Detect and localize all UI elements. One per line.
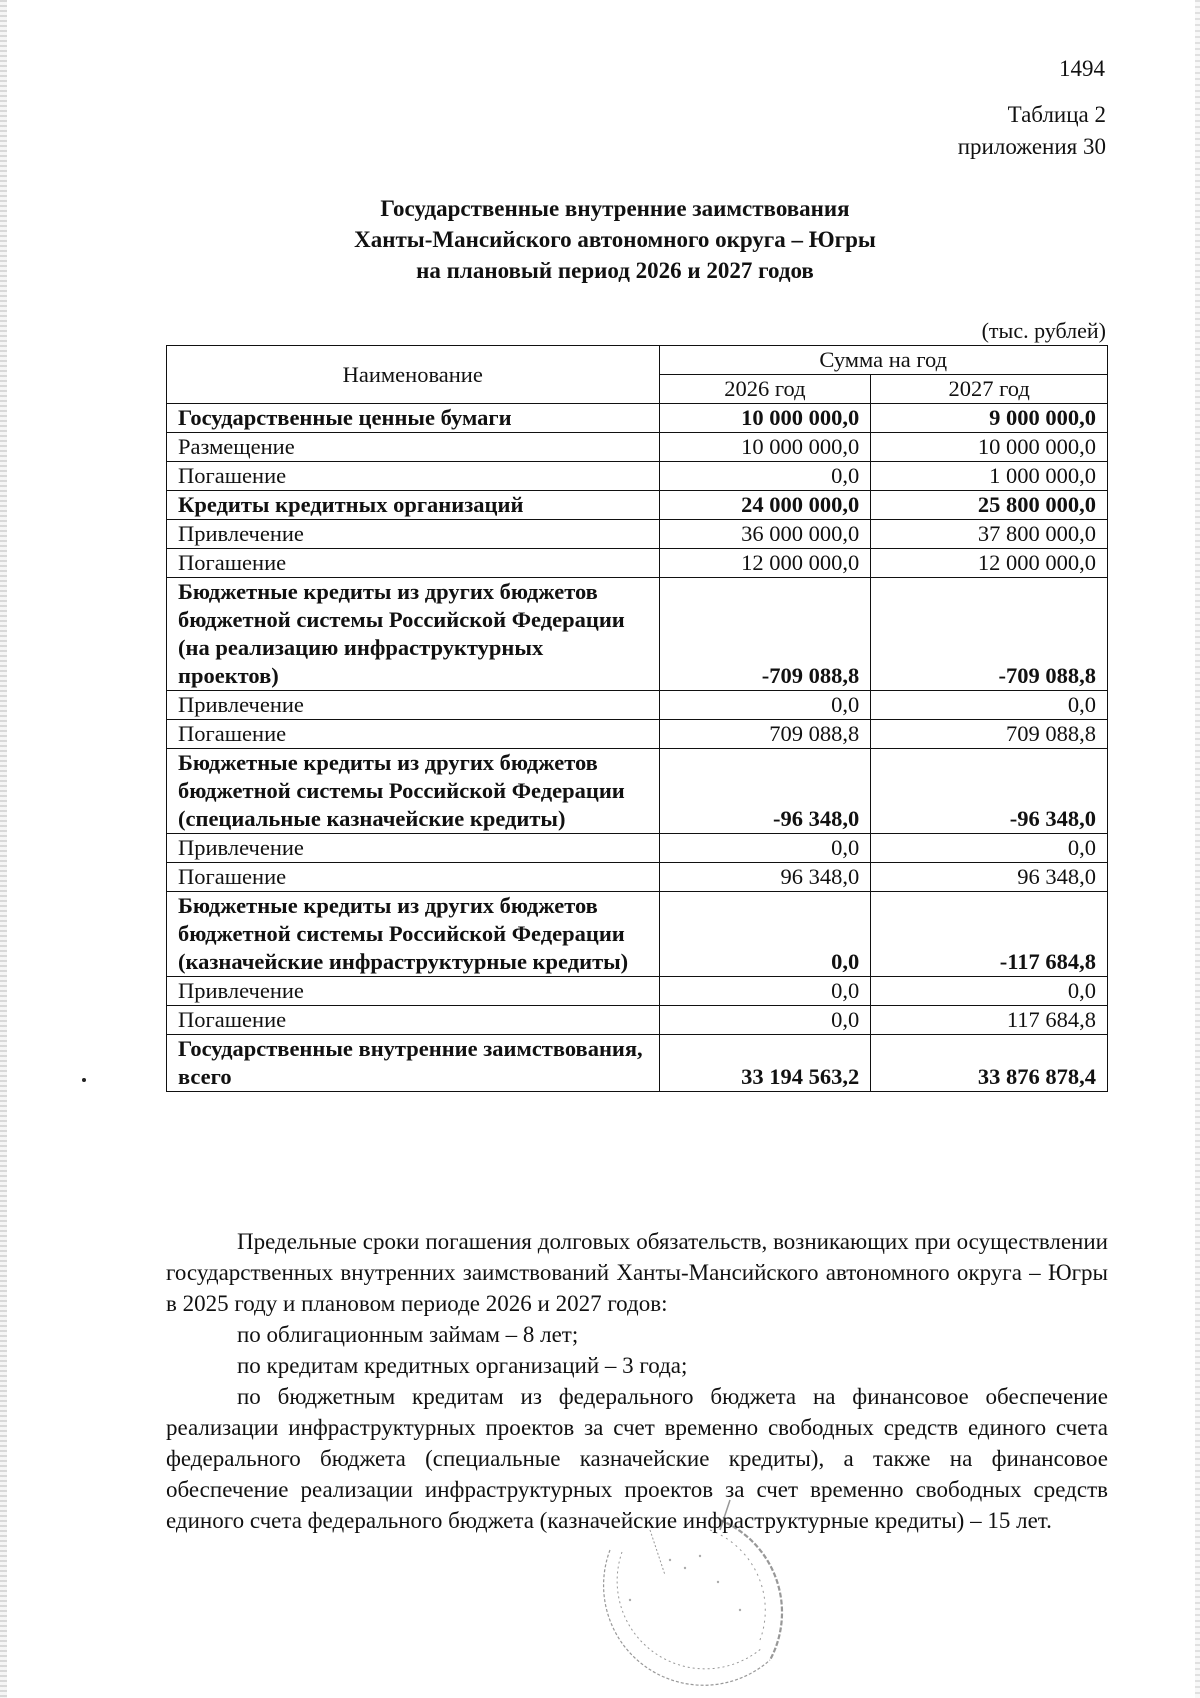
- table-ref-line2: приложения 30: [957, 134, 1106, 159]
- row-value-2026: 10 000 000,0: [659, 433, 871, 462]
- row-value-2027: 10 000 000,0: [871, 433, 1108, 462]
- page-number: 1494: [1059, 56, 1105, 81]
- row-name: Бюджетные кредиты из других бюджетов бюджетной системы Российской Федерации (специальные казначейские кредиты): [167, 749, 660, 834]
- row-value-2027: 1 000 000,0: [871, 462, 1108, 491]
- table-row: [167, 691, 1108, 720]
- row-value-2027: -96 348,0: [871, 749, 1108, 834]
- document-title: [0, 193, 1200, 286]
- title-line1: Государственные внутренние заимствования: [380, 196, 850, 221]
- row-value-2026: 0,0: [659, 691, 871, 720]
- table-row: [167, 720, 1108, 749]
- table-row: [167, 404, 1108, 433]
- row-value-2027: 0,0: [871, 691, 1108, 720]
- table-row: [167, 491, 1108, 520]
- table-row: [167, 977, 1108, 1006]
- row-value-2027: 12 000 000,0: [871, 549, 1108, 578]
- table-row: [167, 520, 1108, 549]
- table-row: [167, 834, 1108, 863]
- table-row: [167, 433, 1108, 462]
- title-line2: Ханты-Мансийского автономного округа – Югры: [354, 227, 876, 252]
- row-value-2027: -709 088,8: [871, 578, 1108, 691]
- table-row: [167, 892, 1108, 977]
- official-seal: [570, 1490, 800, 1690]
- row-value-2026: 24 000 000,0: [659, 491, 871, 520]
- row-value-2027: 96 348,0: [871, 863, 1108, 892]
- table-ref-line1: Таблица 2: [1007, 102, 1106, 127]
- table-row: [167, 1006, 1108, 1035]
- row-name: Государственные внутренние заимствования, всего: [167, 1035, 660, 1092]
- row-value-2026: 12 000 000,0: [659, 549, 871, 578]
- row-value-2027: 33 876 878,4: [871, 1035, 1108, 1092]
- row-name: Погашение: [167, 1006, 660, 1035]
- scan-speck: [82, 1078, 86, 1082]
- row-value-2026: 33 194 563,2: [659, 1035, 871, 1092]
- row-value-2026: 36 000 000,0: [659, 520, 871, 549]
- header-year-2027: 2027 год: [871, 375, 1108, 404]
- borrowings-table: [166, 345, 1108, 1092]
- units-label: (тыс. рублей): [981, 318, 1106, 343]
- table-body: [167, 404, 1108, 1092]
- row-value-2026: 0,0: [659, 1006, 871, 1035]
- row-value-2027: 709 088,8: [871, 720, 1108, 749]
- row-value-2027: 0,0: [871, 977, 1108, 1006]
- row-value-2026: 96 348,0: [659, 863, 871, 892]
- row-value-2026: 10 000 000,0: [659, 404, 871, 433]
- paragraph-terms-intro: Предельные сроки погашения долговых обязательств, возникающих при осуществлении государственных внутренних заимствований Ханты-Мансийского автономного округа – Югры в 2025 году и плановом периоде 2026 и 2027 годов:: [166, 1229, 1108, 1316]
- row-name: Погашение: [167, 549, 660, 578]
- header-sum: Сумма на год: [659, 346, 1107, 375]
- title-line3: на плановый период 2026 и 2027 годов: [416, 258, 814, 283]
- row-name: Погашение: [167, 720, 660, 749]
- row-value-2027: 25 800 000,0: [871, 491, 1108, 520]
- row-value-2026: 0,0: [659, 834, 871, 863]
- table-row: [167, 863, 1108, 892]
- row-name: Привлечение: [167, 520, 660, 549]
- row-name: Бюджетные кредиты из других бюджетов бюджетной системы Российской Федерации (казначейские инфраструктурные кредиты): [167, 892, 660, 977]
- paragraph-credit-orgs: по кредитам кредитных организаций – 3 года;: [237, 1353, 688, 1378]
- row-value-2026: 709 088,8: [659, 720, 871, 749]
- row-value-2026: -709 088,8: [659, 578, 871, 691]
- row-value-2026: -96 348,0: [659, 749, 871, 834]
- row-value-2027: -117 684,8: [871, 892, 1108, 977]
- row-name: Бюджетные кредиты из других бюджетов бюджетной системы Российской Федерации (на реализацию инфраструктурных проектов): [167, 578, 660, 691]
- table-row: [167, 749, 1108, 834]
- paragraph-bonds: по облигационным займам – 8 лет;: [237, 1322, 579, 1347]
- row-name: Привлечение: [167, 691, 660, 720]
- row-name: Погашение: [167, 462, 660, 491]
- row-name: Привлечение: [167, 977, 660, 1006]
- row-name: Погашение: [167, 863, 660, 892]
- table-row: [167, 578, 1108, 691]
- row-value-2026: 0,0: [659, 977, 871, 1006]
- header-year-2026: 2026 год: [659, 375, 871, 404]
- row-value-2026: 0,0: [659, 462, 871, 491]
- header-name: Наименование: [167, 346, 660, 404]
- row-value-2027: 37 800 000,0: [871, 520, 1108, 549]
- table-row: [167, 462, 1108, 491]
- row-value-2027: 0,0: [871, 834, 1108, 863]
- row-value-2026: 0,0: [659, 892, 871, 977]
- paragraph-budget-credits: по бюджетным кредитам из федерального бюджета на финансовое обеспечение реализации инфраструктурных проектов за счет временно свободных средств единого счета федерального бюджета (специальные казначейские кредиты), а также на финансовое обеспечение реализации инфраструктурных проектов за счет временно свободных средств единого счета федерального бюджета (казначейские инфраструктурные кредиты) – 15 лет.: [166, 1384, 1108, 1533]
- row-value-2027: 9 000 000,0: [871, 404, 1108, 433]
- row-value-2027: 117 684,8: [871, 1006, 1108, 1035]
- table-row: [167, 1035, 1108, 1092]
- row-name: Кредиты кредитных организаций: [167, 491, 660, 520]
- table-row: [167, 549, 1108, 578]
- row-name: Привлечение: [167, 834, 660, 863]
- table-reference: [958, 99, 1106, 163]
- row-name: Размещение: [167, 433, 660, 462]
- row-name: Государственные ценные бумаги: [167, 404, 660, 433]
